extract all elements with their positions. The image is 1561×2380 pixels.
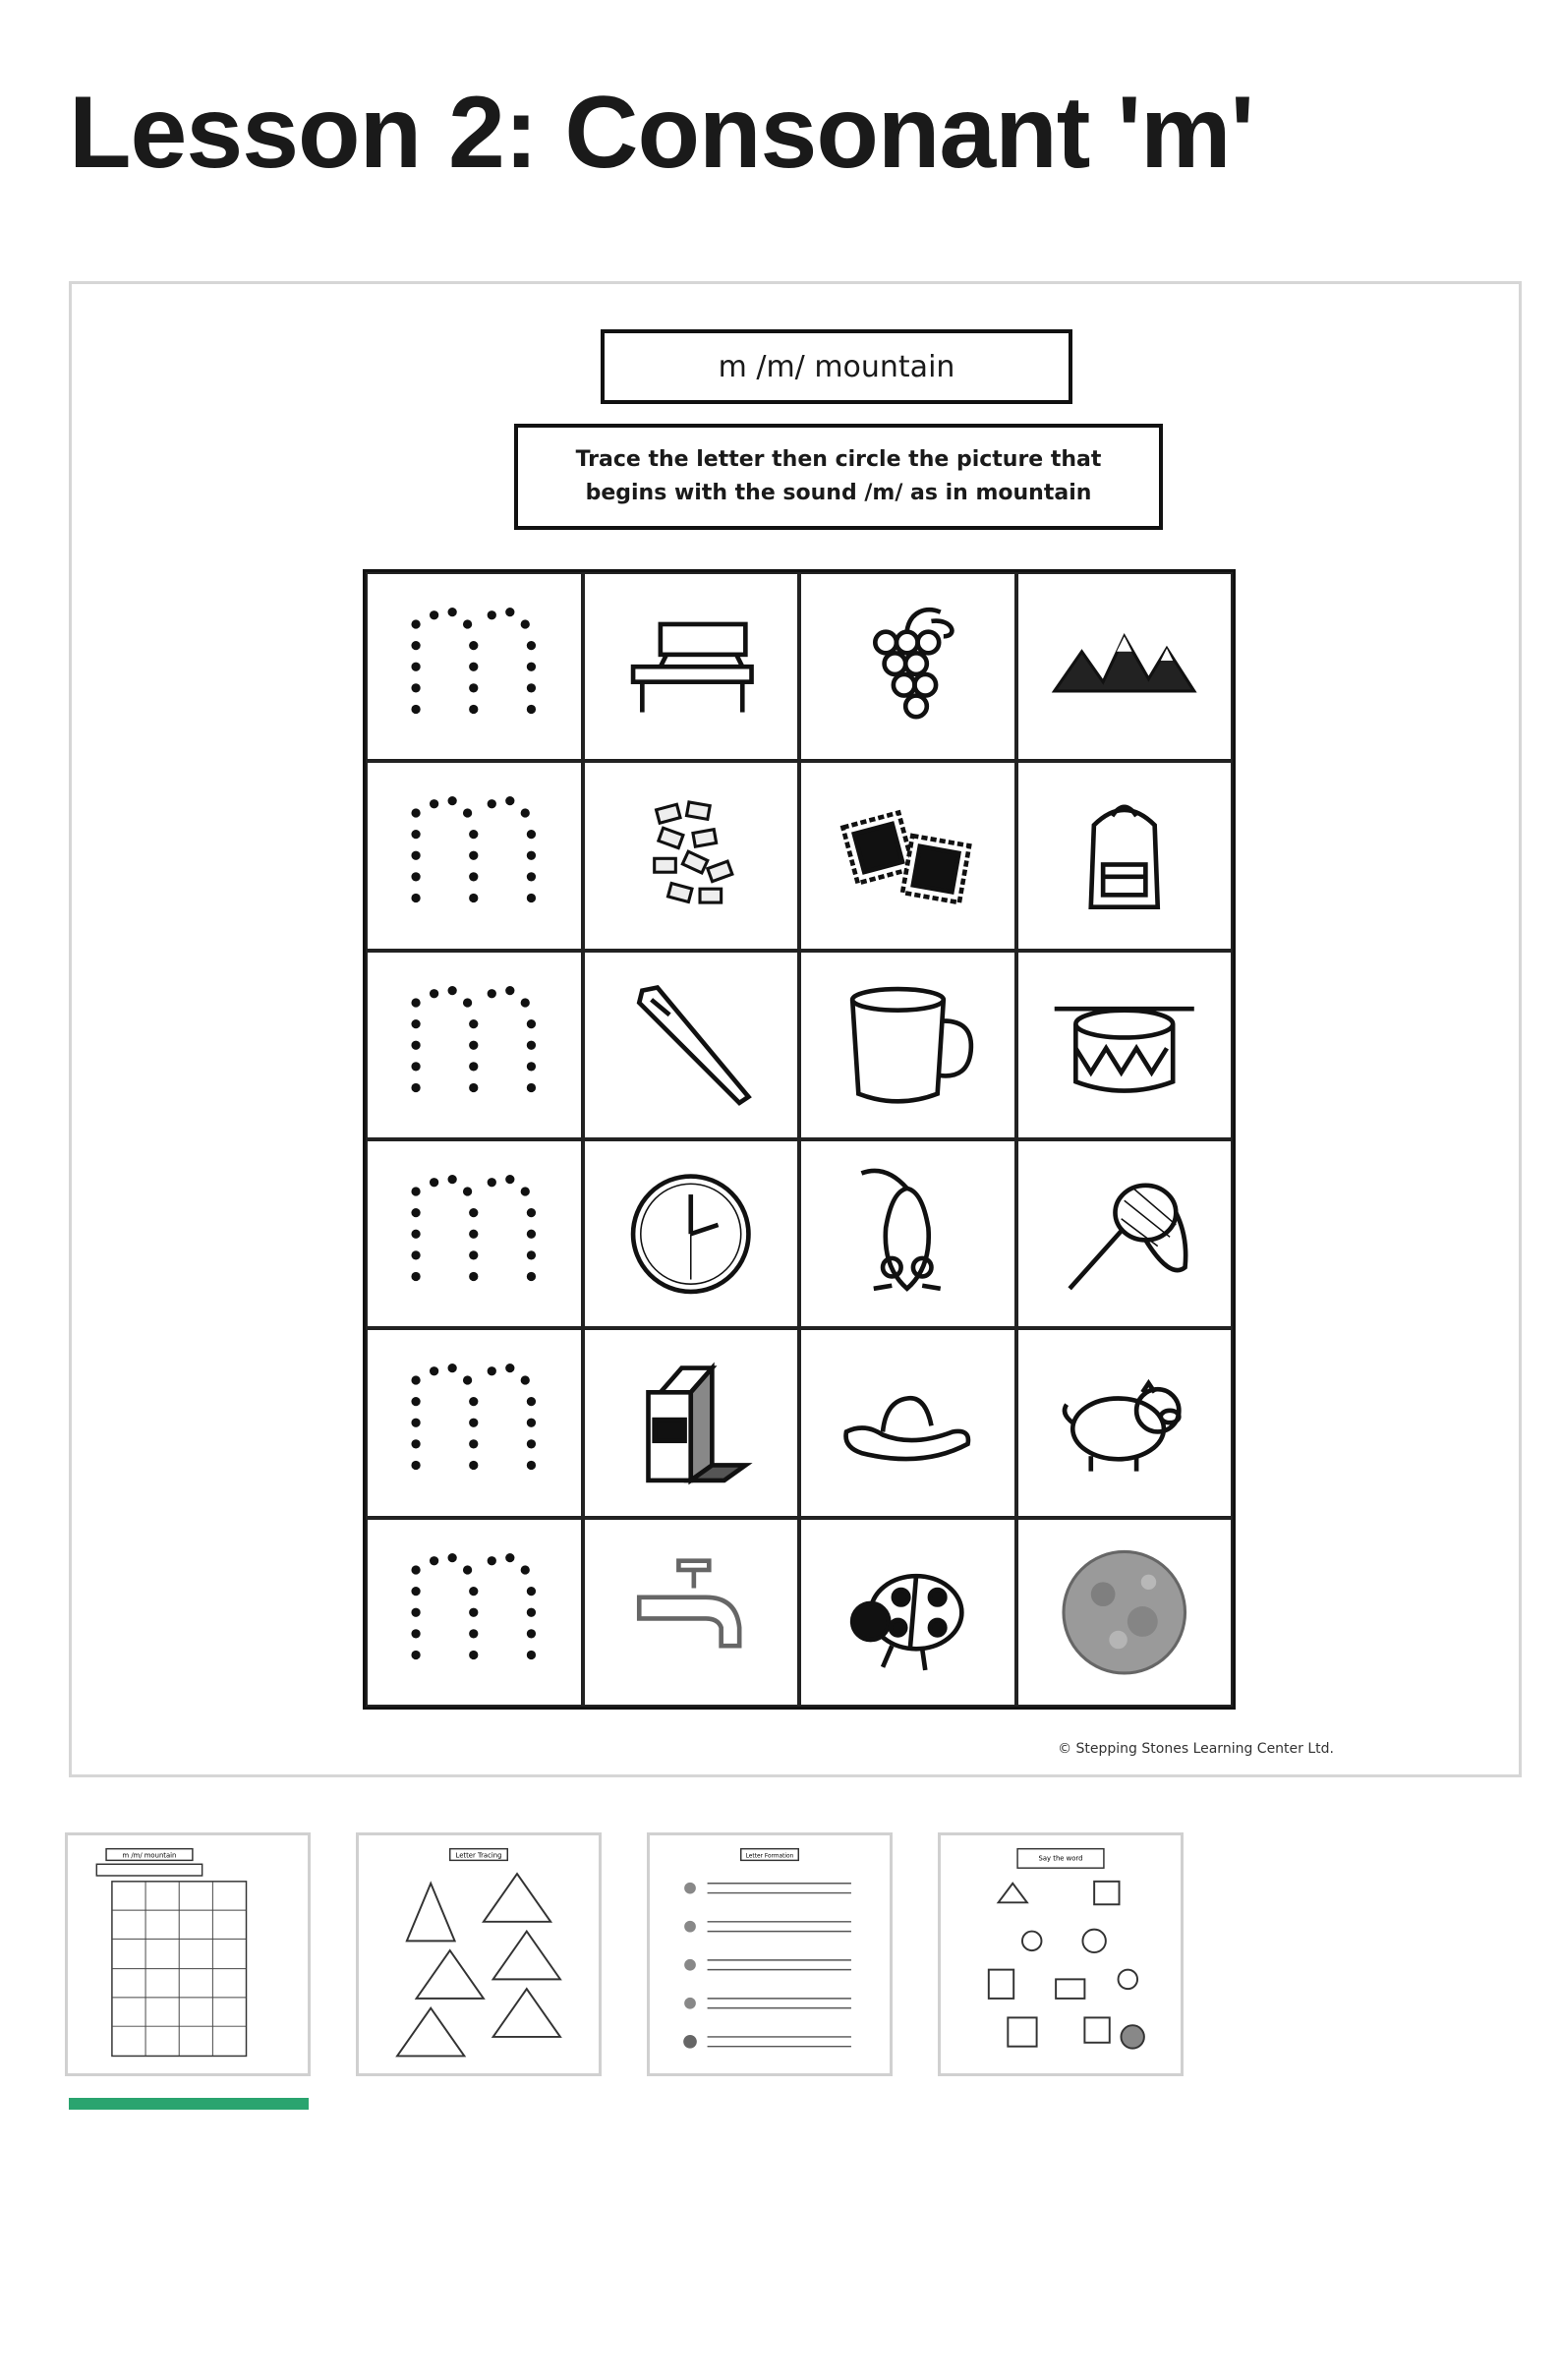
- thumbnail-4-label: Say the word: [1038, 1854, 1083, 1863]
- milk-carton-icon: [604, 1347, 779, 1498]
- thumbnail-4[interactable]: [938, 1832, 1184, 2076]
- faucet-picture[interactable]: [583, 1518, 800, 1707]
- dotted-m-icon: [386, 1158, 561, 1309]
- pen-picture[interactable]: [583, 951, 800, 1139]
- money-picture[interactable]: [583, 761, 800, 950]
- bench-icon: [604, 591, 779, 742]
- moon-icon: [1037, 1537, 1212, 1688]
- bench-picture[interactable]: [583, 572, 800, 761]
- pig-icon: [1037, 1347, 1212, 1498]
- worksheet-instructions: Trace the letter then circle the picture that begins with the sound /m/ as in mountain: [514, 424, 1163, 530]
- drum-icon: [1037, 969, 1212, 1121]
- thumbnail-1-label: m /m/ mountain: [122, 1851, 177, 1860]
- backpack-picture[interactable]: [1016, 761, 1234, 950]
- ladybug-picture[interactable]: [799, 1518, 1016, 1707]
- milk-carton-picture[interactable]: [583, 1328, 800, 1517]
- grapes-icon: [820, 591, 995, 742]
- pig-picture[interactable]: [1016, 1328, 1234, 1517]
- pen-icon: [604, 969, 779, 1121]
- ladybug-icon: [820, 1537, 995, 1688]
- mountains-thumbnail-icon: [359, 1835, 599, 2073]
- clock-icon: [604, 1158, 779, 1309]
- letter-formation-thumbnail-icon: [650, 1835, 890, 2073]
- drum-picture[interactable]: [1016, 951, 1234, 1139]
- dotted-m-icon: [386, 1347, 561, 1498]
- stamps-picture[interactable]: [799, 761, 1016, 950]
- hat-icon: [820, 1347, 995, 1498]
- grapes-picture[interactable]: [799, 572, 1016, 761]
- hat-picture[interactable]: [799, 1328, 1016, 1517]
- mountains-icon: [1037, 591, 1212, 742]
- letter-m-trace-cell: [366, 951, 583, 1139]
- letter-m-trace-cell: [366, 1328, 583, 1517]
- thumbnail-2[interactable]: [356, 1832, 602, 2076]
- mouse-picture[interactable]: [799, 1139, 1016, 1328]
- mug-picture[interactable]: [799, 951, 1016, 1139]
- worksheet-copyright: © Stepping Stones Learning Center Ltd.: [1058, 1741, 1334, 1757]
- thumbnail-3[interactable]: [647, 1832, 893, 2076]
- dotted-m-icon: [386, 1537, 561, 1688]
- money-icon: [604, 780, 779, 931]
- worksheet-viewer[interactable]: [69, 281, 1522, 1777]
- worksheet-header: m /m/ mountain: [601, 329, 1072, 404]
- faucet-icon: [604, 1537, 779, 1688]
- thumbnail-3-label: Letter Formation: [745, 1853, 794, 1860]
- page-title: Lesson 2: Consonant 'm': [69, 76, 1254, 190]
- dotted-m-icon: [386, 591, 561, 742]
- mug-icon: [820, 969, 995, 1121]
- moon-picture[interactable]: [1016, 1518, 1234, 1707]
- mountains-picture[interactable]: [1016, 572, 1234, 761]
- backpack-icon: [1037, 780, 1212, 931]
- thumbnail-1[interactable]: [65, 1832, 311, 2076]
- thumbnail-strip: [65, 1832, 1184, 2076]
- clock-picture[interactable]: [583, 1139, 800, 1328]
- picture-sort-thumbnail-icon: [941, 1835, 1181, 2073]
- active-thumbnail-indicator: [69, 2098, 309, 2110]
- worksheet-grid-thumbnail-icon: [68, 1835, 308, 2073]
- dotted-m-icon: [386, 780, 561, 931]
- letter-m-trace-cell: [366, 761, 583, 950]
- mouse-icon: [820, 1158, 995, 1309]
- letter-m-trace-cell: [366, 1518, 583, 1707]
- dotted-m-icon: [386, 969, 561, 1121]
- thumbnail-2-label: Letter Tracing: [455, 1851, 502, 1860]
- net-picture[interactable]: [1016, 1139, 1234, 1328]
- worksheet-grid: [363, 569, 1236, 1710]
- letter-m-trace-cell: [366, 1139, 583, 1328]
- letter-m-trace-cell: [366, 572, 583, 761]
- net-icon: [1037, 1158, 1212, 1309]
- stamps-icon: [820, 780, 995, 931]
